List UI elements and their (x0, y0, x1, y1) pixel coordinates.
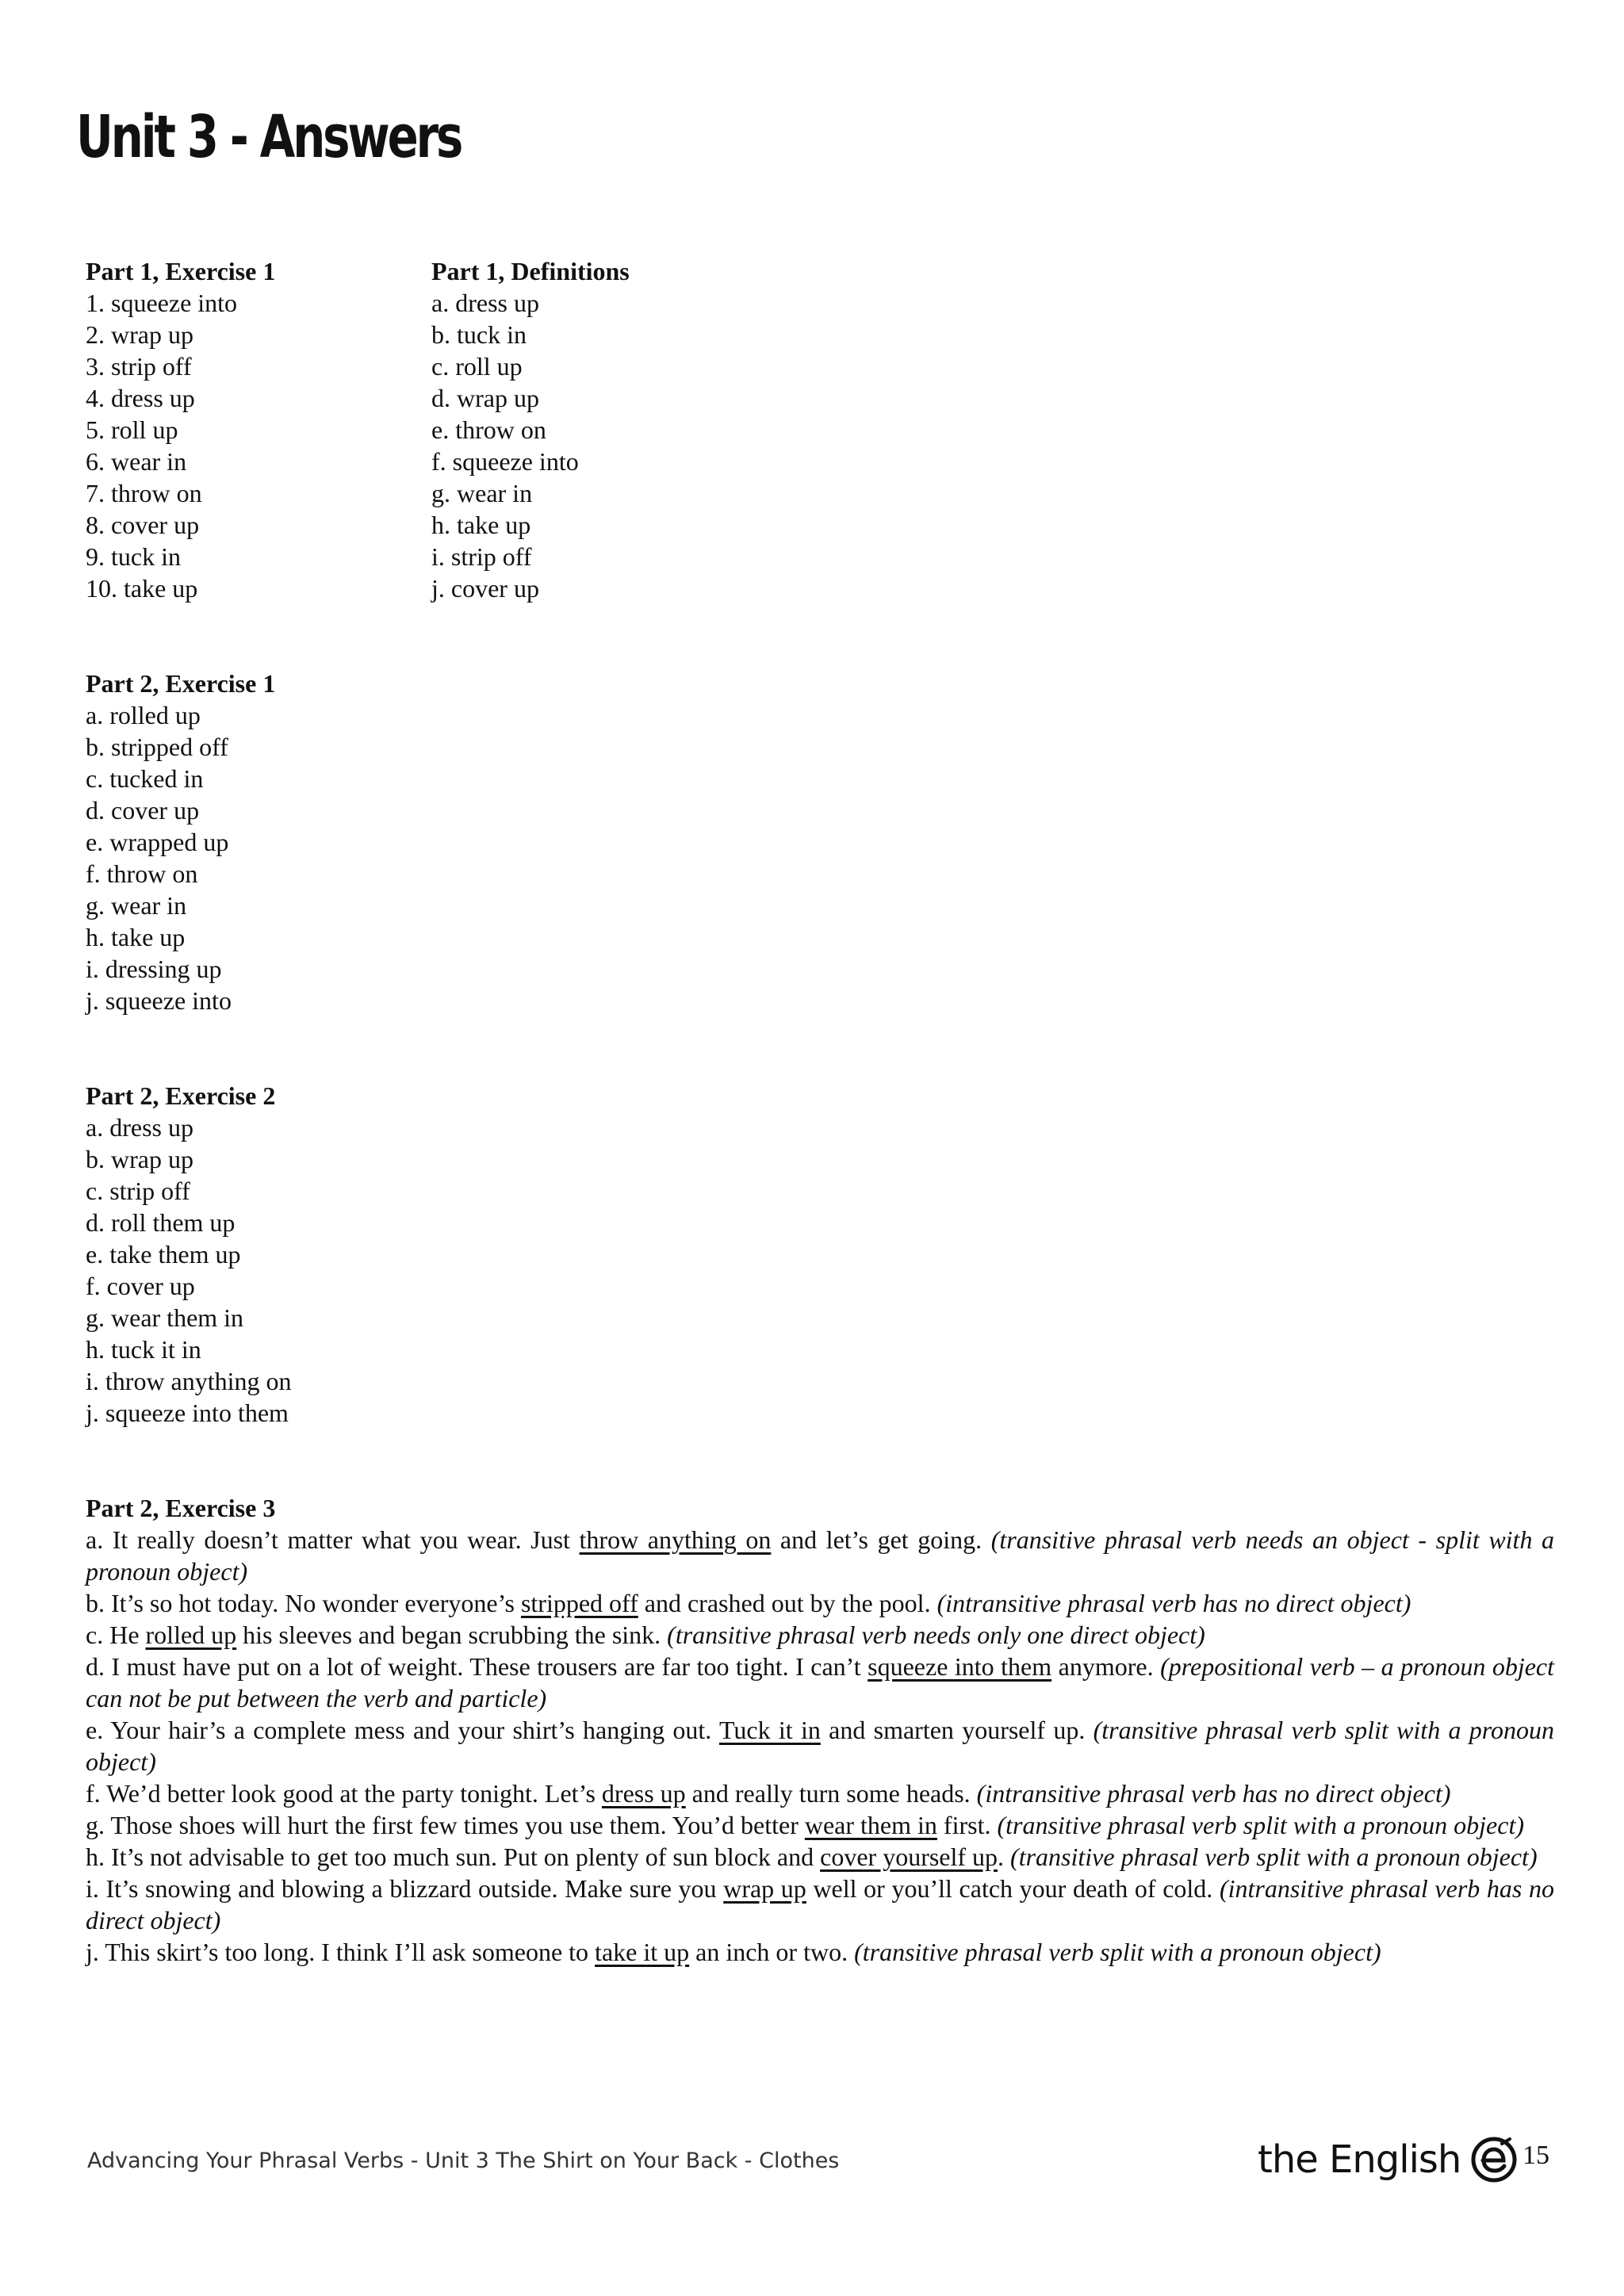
grammar-note: (transitive phrasal verb split with a pronoun object) (1010, 1843, 1538, 1871)
list-item: f. squeeze into (431, 447, 579, 476)
grammar-note: (transitive phrasal verb needs only one direct object) (667, 1621, 1205, 1649)
sentence-text: d. I must have put on a lot of weight. These trousers are far too tight. I can’t (86, 1652, 868, 1681)
sentence-text: an inch or two. (689, 1938, 855, 1966)
list-item: c. strip off (86, 1177, 190, 1205)
sentence-text: and smarten yourself up. (820, 1716, 1094, 1744)
list-item: f. cover up (86, 1272, 195, 1300)
grammar-note: (prepositional verb – a pronoun object can not be put between the verb and particle) (86, 1652, 1555, 1712)
sentence-text: a. It really doesn’t matter what you wear. Just (86, 1525, 580, 1554)
list-item: 7. throw on (86, 479, 202, 507)
list-item: a. dress up (86, 1113, 193, 1142)
part2-exercise3 (86, 1492, 1554, 1968)
sentence-text: anymore. (1051, 1652, 1161, 1681)
grammar-note: (intransitive phrasal verb has no direct object) (976, 1779, 1451, 1808)
answer-phrase: rolled up (145, 1621, 237, 1649)
brand-mark (1258, 2134, 1518, 2185)
grammar-note: (transitive phrasal verb split with a pronoun object) (86, 1716, 1555, 1776)
sentence-text: and let’s get going. (771, 1525, 991, 1554)
sentence-item (86, 1777, 1554, 1809)
answer-phrase: throw anything on (579, 1525, 772, 1554)
list-item: 5. roll up (86, 415, 178, 444)
sentence-text: b. It’s so hot today. No wonder everyone’s (86, 1589, 521, 1617)
list-item: b. wrap up (86, 1145, 193, 1173)
list-item: g. wear in (431, 479, 533, 507)
answer-phrase: dress up (601, 1779, 686, 1808)
grammar-note: (transitive phrasal verb needs an object - split with a pronoun object) (86, 1525, 1555, 1586)
list-item: i. strip off (431, 542, 532, 571)
list-item: g. wear in (86, 891, 187, 920)
part2-exercise1 (86, 668, 275, 1016)
brand-name: the English (1258, 2137, 1461, 2182)
list-item: a. dress up (431, 289, 539, 317)
answer-list (86, 1112, 292, 1429)
answer-phrase: wear them in (804, 1811, 937, 1839)
sentence-text: c. He (86, 1621, 146, 1649)
list-item: h. take up (86, 923, 186, 951)
list-item: b. stripped off (86, 733, 228, 761)
list-item: d. roll them up (86, 1208, 236, 1237)
answer-phrase: wrap up (723, 1874, 806, 1903)
answer-list (86, 287, 275, 604)
sentence-text: well or you’ll catch your death of cold. (806, 1874, 1220, 1903)
part1-definitions (431, 255, 630, 604)
answer-phrase: take it up (595, 1938, 690, 1966)
list-item: i. dressing up (86, 955, 222, 983)
answer-phrase: cover yourself up (820, 1843, 998, 1871)
sentence-text: e. Your hair’s a complete mess and your shirt’s hanging out. (86, 1716, 719, 1744)
list-item: 6. wear in (86, 447, 187, 476)
sentence-item (86, 1587, 1554, 1619)
sentence-item (86, 1524, 1554, 1587)
sentence-item (86, 1873, 1554, 1936)
sentence-text: f. We’d better look good at the party tonight. Let’s (86, 1779, 602, 1808)
part2-exercise2 (86, 1080, 292, 1429)
list-item: e. take them up (86, 1240, 241, 1269)
grammar-note: (transitive phrasal verb split with a pronoun object) (854, 1938, 1381, 1966)
sentence-item (86, 1619, 1554, 1651)
list-item: b. tuck in (431, 320, 527, 349)
answer-phrase: stripped off (520, 1589, 638, 1617)
answer-phrase: Tuck it in (718, 1716, 821, 1744)
grammar-note: (intransitive phrasal verb has no direct object) (86, 1874, 1555, 1934)
sentence-text: . (998, 1843, 1011, 1871)
list-item: d. wrap up (431, 384, 539, 412)
list-item: e. throw on (431, 415, 546, 444)
part1-exercise1 (86, 255, 275, 604)
list-item: j. cover up (431, 574, 539, 603)
section-heading: Part 2, Exercise 3 (86, 1494, 276, 1522)
sentence-text: and crashed out by the pool. (638, 1589, 937, 1617)
list-item: 4. dress up (86, 384, 195, 412)
sentence-item (86, 1651, 1554, 1714)
sentence-item (86, 1841, 1554, 1873)
list-item: e. wrapped up (86, 828, 229, 856)
list-item: j. squeeze into them (86, 1399, 289, 1427)
page-title: Unit 3 - Answers (76, 103, 462, 171)
list-item: f. throw on (86, 859, 198, 888)
list-item: 9. tuck in (86, 542, 181, 571)
sentence-text: h. It’s not advisable to get too much sun. Put on plenty of sun block and (86, 1843, 821, 1871)
list-item: 2. wrap up (86, 320, 193, 349)
list-item: 1. squeeze into (86, 289, 238, 317)
section-heading: Part 1, Exercise 1 (86, 257, 276, 285)
e-circle-logo-icon (1470, 2136, 1518, 2183)
sentence-item (86, 1936, 1554, 1968)
section-heading: Part 2, Exercise 1 (86, 669, 276, 698)
answer-phrase: squeeze into them (868, 1652, 1052, 1681)
sentence-text: j. This skirt’s too long. I think I’ll ask someone to (86, 1938, 596, 1966)
sentence-text: first. (936, 1811, 998, 1839)
grammar-note: (intransitive phrasal verb has no direct object) (936, 1589, 1411, 1617)
sentence-item (86, 1809, 1554, 1841)
list-item: c. tucked in (86, 764, 204, 793)
sentence-text: g. Those shoes will hurt the first few times you use them. You’d better (86, 1811, 805, 1839)
sentence-text: and really turn some heads. (685, 1779, 977, 1808)
grammar-note: (transitive phrasal verb split with a pronoun object) (997, 1811, 1524, 1839)
list-item: g. wear them in (86, 1303, 244, 1332)
list-item: i. throw anything on (86, 1367, 292, 1395)
list-item: j. squeeze into (86, 986, 232, 1015)
section-heading: Part 2, Exercise 2 (86, 1081, 276, 1110)
list-item: 3. strip off (86, 352, 192, 381)
sentence-text: his sleeves and began scrubbing the sink. (236, 1621, 668, 1649)
footer-text: Advancing Your Phrasal Verbs - Unit 3 The Shirt on Your Back - Clothes (87, 2149, 840, 2173)
list-item: c. roll up (431, 352, 523, 381)
sentence-text: i. It’s snowing and blowing a blizzard outside. Make sure you (86, 1874, 724, 1903)
list-item: d. cover up (86, 796, 200, 825)
sentence-item (86, 1714, 1554, 1777)
section-heading: Part 1, Definitions (431, 257, 630, 285)
answer-list (86, 699, 275, 1016)
list-item: 8. cover up (86, 511, 200, 539)
list-item: h. tuck it in (86, 1335, 201, 1364)
answer-list (431, 287, 630, 604)
list-item: 10. take up (86, 574, 198, 603)
list-item: a. rolled up (86, 701, 201, 729)
page-number: 15 (1522, 2141, 1549, 2170)
list-item: h. take up (431, 511, 531, 539)
